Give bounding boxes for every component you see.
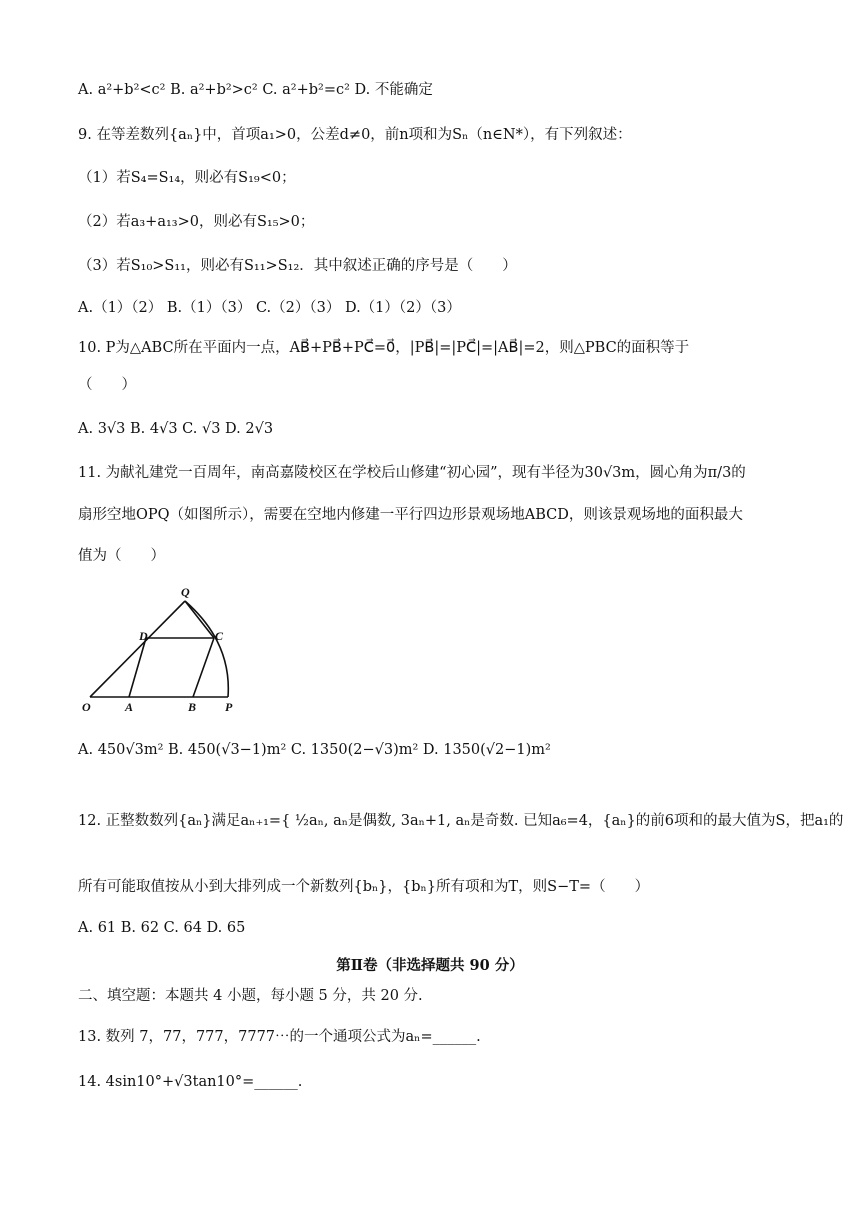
segment-da (129, 638, 146, 697)
segment-cb (193, 638, 214, 697)
segment-oq (90, 601, 185, 697)
label-a: A (125, 700, 134, 712)
q11-stem-line1: 11. 为献礼建党一百周年，南高嘉陵校区在学校后山修建“初心园”，现有半径为30√3m，圆心角为π/3的 (78, 465, 746, 481)
q10-options: A. 3√3 B. 4√3 C. √3 D. 2√3 (78, 421, 274, 437)
q9-stem: 9. 在等差数列{aₙ}中，首项a₁>0，公差d≠0，前n项和为Sₙ（n∈N*），有下列叙述： (78, 127, 632, 143)
q12-options: A. 61 B. 62 C. 64 D. 65 (78, 920, 246, 936)
label-b: B (188, 700, 197, 712)
q11-stem-line2: 扇形空地OPQ（如图所示），需要在空地内修建一平行四边形景观场地ABCD，则该景观场地的面积最大 (78, 507, 743, 523)
q11-options: A. 450√3m² B. 450(√3−1)m² C. 1350(2−√3)m² D. 1350(√2−1)m² (78, 742, 551, 758)
q10-stem: 10. P为△ABC所在平面内一点，AB⃗+PB⃗+PC⃗=0⃗，|PB⃗|=|PC⃗|=|AB⃗|=2，则△PBC的面积等于 (78, 340, 690, 356)
part2-intro: 二、填空题：本题共 4 小题，每小题 5 分，共 20 分. (78, 988, 423, 1004)
label-d: D (139, 629, 148, 643)
label-q: Q (181, 585, 190, 599)
q12-stem-line2: 所有可能取值按从小到大排列成一个新数列{bₙ}，{bₙ}所有项和为T，则S−T=（ ） (78, 879, 650, 895)
section-title: 第Ⅱ卷（非选择题共 90 分） (336, 957, 524, 974)
label-c: C (215, 629, 224, 643)
q10-paren: （ ） (78, 377, 136, 393)
q9-item1: （1）若S₄=S₁₄，则必有S₁₉<0； (78, 170, 296, 186)
q14: 14. 4sin10°+√3tan10°=______. (78, 1074, 303, 1090)
label-o: O (82, 700, 91, 712)
q8-options: A. a²+b²<c² B. a²+b²>c² C. a²+b²=c² D. 不能确定 (78, 82, 433, 98)
label-p: P (225, 700, 233, 712)
q12-stem-line1: 12. 正整数数列{aₙ}满足aₙ₊₁={ ½aₙ, aₙ是偶数, 3aₙ+1, aₙ是奇数. 已知a₆=4，{aₙ}的前6项和的最大值为S，把a₁的 (78, 813, 844, 829)
q9-options: A.（1）（2） B.（1）（3） C.（2）（3） D.（1）（2）（3） (78, 300, 461, 316)
q11-stem-line3: 值为（ ） (78, 548, 165, 564)
q9-item2: （2）若a₃+a₁₃>0，则必有S₁₅>0； (78, 214, 315, 230)
segment-qc (185, 601, 214, 638)
sector-figure (82, 582, 242, 712)
q9-item3: （3）若S₁₀>S₁₁，则必有S₁₁>S₁₂．其中叙述正确的序号是（ ） (78, 258, 517, 274)
q13: 13. 数列 7，77，777，7777⋯的一个通项公式为aₙ=______. (78, 1029, 481, 1045)
arc-pq (185, 601, 228, 697)
